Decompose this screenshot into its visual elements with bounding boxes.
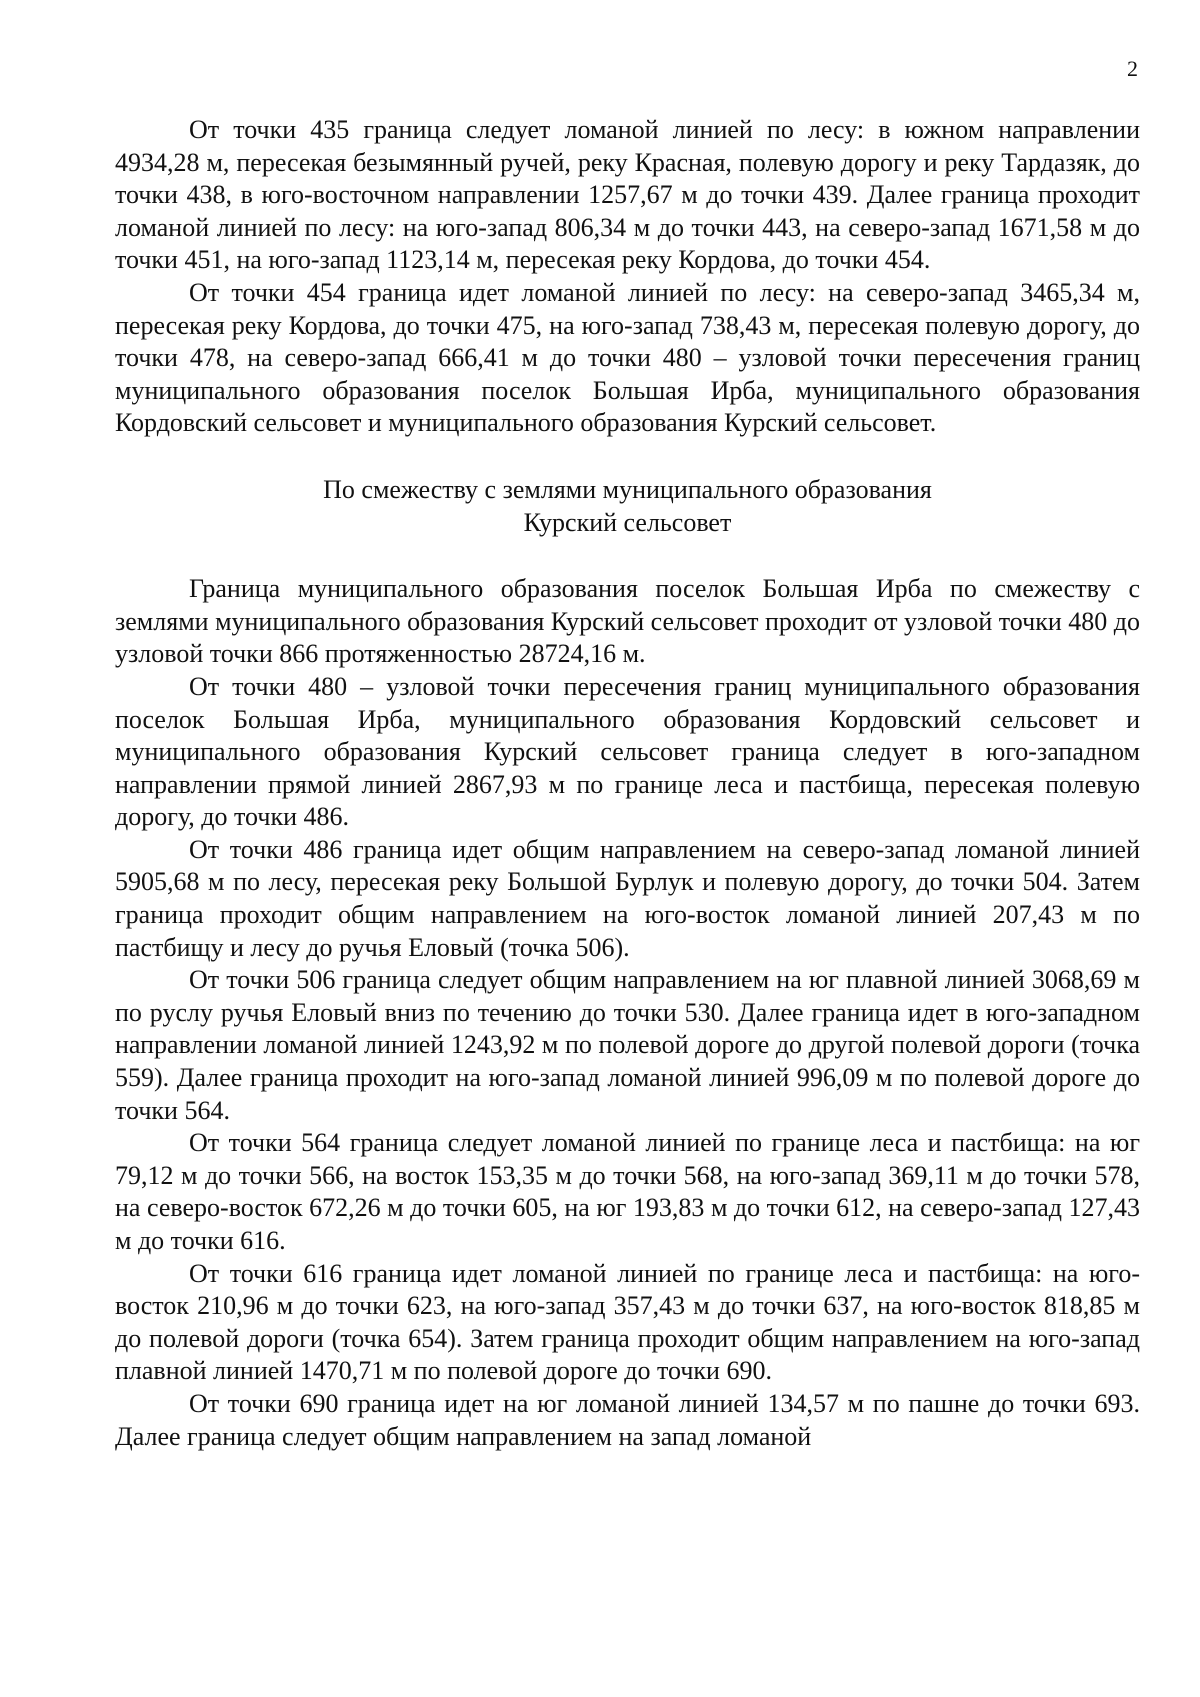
paragraph: От точки 454 граница идет ломаной линией по лесу: на северо-запад 3465,34 м, пересекая реку Кордова, до точки 475, на юго-запад 738,43 м, пересекая полевую дорогу, до точки 478, на северо-запад 666,41 м до точки 480 – узловой точки пересечения границ муниципального образования поселок Большая Ирба, муниципального образования Кордовский сельсовет и муниципального образования Курский сельсовет. [115, 277, 1140, 438]
section-heading-line: Курский сельсовет [523, 507, 732, 537]
paragraph: От точки 564 граница следует ломаной линией по границе леса и пастбища: на юг 79,12 м до точки 566, на восток 153,35 м до точки 568, на юго-запад 369,11 м до точки 578, на северо-восток 672,26 м до точки 605, на юг 193,83 м до точки 612, на северо-запад 127,43 м до точки 616. [115, 1128, 1140, 1255]
section-heading-line: По смежеству с землями муниципального образования [323, 474, 932, 504]
paragraph: От точки 480 – узловой точки пересечения границ муниципального образования поселок Большая Ирба, муниципального образования Кордовский сельсовет и муниципального образования Курский сельсовет граница следует в юго-западном направлении прямой линией 2867,93 м по границе леса и пастбища, пересекая полевую дорогу, до точки 486. [115, 671, 1140, 832]
paragraph: От точки 486 граница идет общим направлением на северо-запад ломаной линией 5905,68 м по лесу, пересекая реку Большой Бурлук и полевую дорогу, до точки 504. Затем граница проходит общим направлением на юго-восток ломаной линией 207,43 м по пастбищу и лесу до ручья Еловый (точка 506). [115, 834, 1140, 962]
paragraph: Граница муниципального образования поселок Большая Ирба по смежеству с землями муниципального образования Курский сельсовет проходит от узловой точки 480 до узловой точки 866 протяженностью 28724,16 м. [115, 574, 1140, 669]
paragraph: От точки 690 граница идет на юг ломаной линией 134,57 м по пашне до точки 693. Далее граница следует общим направлением на запад ломаной [115, 1388, 1140, 1451]
section-heading [115, 440, 1140, 573]
paragraph: От точки 506 граница следует общим направлением на юг плавной линией 3068,69 м по руслу ручья Еловый вниз по течению до точки 530. Далее граница идет в юго-западном направлении ломаной линией 1243,92 м по полевой дороге до другой полевой дороги (точка 559). Далее граница проходит на юго-запад ломаной линией 996,09 м по полевой дороге до точки 564. [115, 965, 1140, 1125]
paragraph: От точки 435 граница следует ломаной линией по лесу: в южном направлении 4934,28 м, пересекая безымянный ручей, реку Красная, полевую дорогу и реку Тардазяк, до точки 438, в юго-восточном направлении 1257,67 м до точки 439. Далее граница проходит ломаной линией по лесу: на юго-запад 806,34 м до точки 443, на северо-запад 1671,58 м до точки 451, на юго-запад 1123,14 м, пересекая реку Кордова, до точки 454. [115, 115, 1140, 275]
document-body [115, 114, 1140, 1453]
paragraph: От точки 616 граница идет ломаной линией по границе леса и пастбища: на юго-восток 210,96 м до точки 623, на юго-запад 357,43 м до точки 637, на юго-восток 818,85 м до полевой дороги (точка 654). Затем граница проходит общим направлением на юго-запад плавной линией 1470,71 м по полевой дороге до точки 690. [115, 1258, 1140, 1386]
page-number: 2 [1127, 56, 1138, 81]
